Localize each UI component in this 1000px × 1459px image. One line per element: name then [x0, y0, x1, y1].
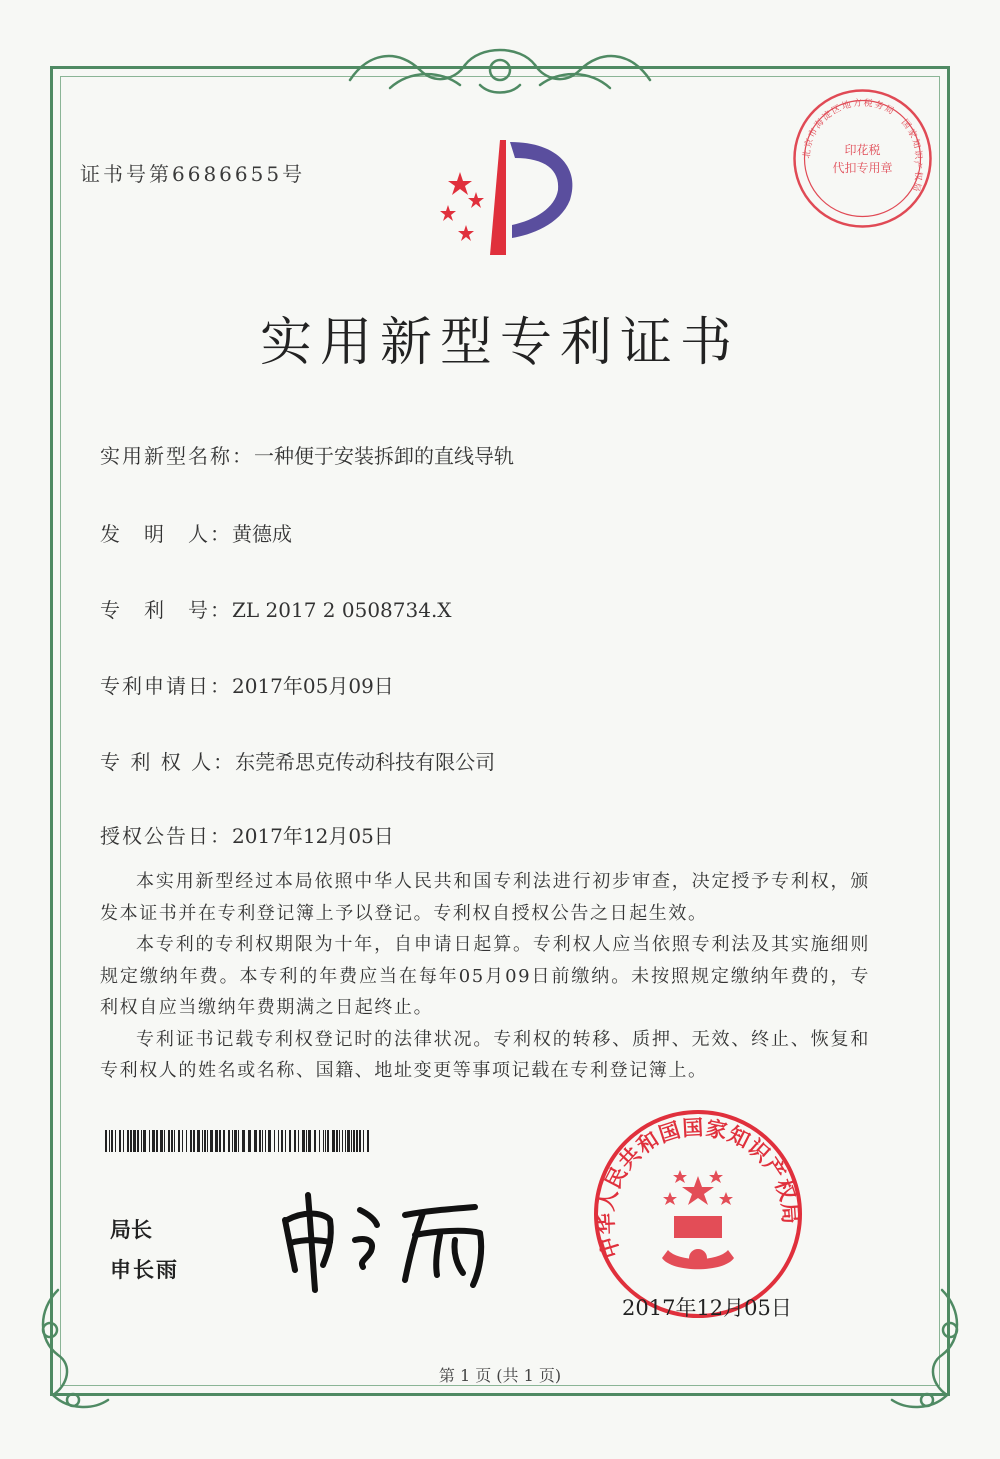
barcode-bar	[215, 1130, 218, 1152]
barcode-bar	[130, 1130, 132, 1152]
field-label: 发 明 人：	[100, 522, 232, 546]
barcode-bar	[109, 1130, 110, 1152]
barcode-bar	[137, 1130, 139, 1152]
barcode-bar	[342, 1130, 343, 1152]
barcode-bar	[363, 1130, 364, 1152]
field-label: 专 利 权 人：	[100, 750, 236, 774]
barcode-bar	[174, 1130, 175, 1152]
svg-text:中华人民共和国国家知识产权局: 中华人民共和国国家知识产权局	[593, 1115, 803, 1261]
barcode-bar	[327, 1130, 329, 1152]
barcode-bar	[289, 1130, 291, 1152]
barcode-bar	[306, 1130, 307, 1152]
field-label: 专利申请日：	[100, 674, 232, 698]
barcode-bar	[285, 1130, 286, 1152]
barcode-bar	[332, 1130, 335, 1152]
barcode-bar	[248, 1130, 251, 1152]
barcode-bar	[133, 1130, 136, 1152]
barcode-bar	[278, 1130, 279, 1152]
field-value: 东莞希思克传动科技有限公司	[235, 750, 496, 774]
tax-stamp-seal	[790, 86, 935, 231]
barcode-bar	[319, 1130, 320, 1152]
seal-date: 2017年12月05日	[622, 1296, 792, 1320]
barcode-bar	[308, 1130, 311, 1152]
field-application-date	[100, 670, 394, 699]
barcode-bar	[105, 1130, 107, 1152]
barcode-bar	[168, 1130, 170, 1152]
body-paragraph: 本实用新型经过本局依照中华人民共和国专利法进行初步审查，决定授予专利权，颁发本证书并在专利登记簿上予以登记。专利权自授权公告之日起生效。	[100, 871, 870, 924]
barcode-bar	[323, 1130, 324, 1152]
barcode-bar	[182, 1130, 183, 1152]
body-paragraph: 本专利的专利权期限为十年，自申请日起算。专利权人应当依照专利法及其实施细则规定缴纳年费。本专利的年费应当在每年05月09日前缴纳。未按照规定缴纳年费的，专利权自应当缴纳年费期满之日起终止。	[100, 934, 870, 1018]
barcode-bar	[164, 1130, 165, 1152]
field-value: 2017年05月09日	[232, 674, 394, 698]
field-patentee	[100, 746, 495, 775]
top-ornament	[330, 40, 670, 100]
barcode-bar	[152, 1130, 155, 1152]
patent-office-seal	[592, 1108, 804, 1320]
field-utility-model-name	[100, 440, 514, 469]
barcode-bar	[238, 1130, 239, 1152]
barcode-bar	[298, 1130, 299, 1152]
director-name: 申长雨	[110, 1258, 179, 1282]
director-signature-icon	[275, 1185, 505, 1295]
barcode-bar	[210, 1130, 213, 1152]
field-value: 2017年12月05日	[232, 824, 394, 848]
barcode-icon	[105, 1130, 370, 1152]
barcode-bar	[345, 1130, 346, 1152]
barcode-bar	[119, 1130, 121, 1152]
field-label: 专 利 号：	[100, 598, 232, 622]
barcode-bar	[268, 1130, 271, 1152]
barcode-bar	[242, 1130, 245, 1152]
barcode-bar	[265, 1130, 266, 1152]
barcode-bar	[367, 1130, 369, 1152]
barcode-bar	[207, 1130, 208, 1152]
field-patent-number	[100, 594, 452, 623]
barcode-bar	[178, 1130, 180, 1152]
barcode-bar	[141, 1130, 142, 1152]
body-paragraph: 专利证书记载专利权登记时的法律状况。专利权的转移、质押、无效、终止、恢复和专利权人的姓名或名称、国籍、地址变更等事项记载在专利登记簿上。	[100, 1028, 870, 1081]
barcode-bar	[232, 1130, 233, 1152]
svg-text:代扣专用章: 代扣专用章	[832, 161, 893, 175]
barcode-bar	[336, 1130, 338, 1152]
barcode-bar	[204, 1130, 206, 1152]
barcode-bar	[143, 1130, 146, 1152]
field-value: 黄德成	[232, 522, 292, 546]
barcode-bar	[274, 1130, 275, 1152]
barcode-bar	[228, 1130, 230, 1152]
certificate-body	[100, 866, 870, 1087]
barcode-bar	[259, 1130, 261, 1152]
field-label: 授权公告日：	[100, 824, 232, 848]
bottom-right-ornament	[882, 1280, 972, 1420]
barcode-bar	[359, 1130, 361, 1152]
barcode-bar	[190, 1130, 192, 1152]
barcode-bar	[294, 1130, 296, 1152]
barcode-bar	[262, 1130, 263, 1152]
barcode-bar	[302, 1130, 305, 1152]
barcode-bar	[219, 1130, 221, 1152]
director-title: 局长	[110, 1218, 152, 1242]
field-label: 实用新型名称：	[100, 444, 254, 468]
barcode-bar	[347, 1130, 350, 1152]
field-inventor	[100, 518, 292, 547]
certificate-number: 证书号第6686655号	[80, 162, 306, 186]
barcode-bar	[186, 1130, 187, 1152]
certificate-title: 实用新型专利证书	[259, 313, 740, 373]
field-value: ZL 2017 2 0508734.X	[232, 598, 452, 622]
barcode-bar	[156, 1130, 158, 1152]
barcode-bar	[115, 1130, 116, 1152]
bottom-left-ornament	[28, 1280, 118, 1420]
page-indicator: 第 1 页 (共 1 页)	[438, 1366, 562, 1385]
barcode-bar	[193, 1130, 195, 1152]
barcode-bar	[351, 1130, 352, 1152]
barcode-bar	[356, 1130, 358, 1152]
barcode-bar	[353, 1130, 355, 1152]
barcode-bar	[281, 1130, 283, 1152]
barcode-bar	[314, 1130, 316, 1152]
barcode-bar	[339, 1130, 340, 1152]
field-grant-date	[100, 820, 394, 849]
barcode-bar	[197, 1130, 200, 1152]
barcode-bar	[325, 1130, 326, 1152]
barcode-bar	[223, 1130, 225, 1152]
barcode-bar	[149, 1130, 150, 1152]
patent-office-emblem-icon	[420, 130, 590, 260]
barcode-bar	[127, 1130, 129, 1152]
svg-text:印花税: 印花税	[844, 143, 881, 157]
barcode-bar	[111, 1130, 113, 1152]
svg-text:北京市海淀区地方税务局 国家知识产权局: 北京市海淀区地方税务局 国家知识产权局	[802, 98, 923, 194]
barcode-bar	[160, 1130, 163, 1152]
barcode-bar	[254, 1130, 257, 1152]
barcode-bar	[123, 1130, 124, 1152]
field-value: 一种便于安装拆卸的直线导轨	[254, 444, 514, 468]
barcode-bar	[202, 1130, 203, 1152]
barcode-bar	[171, 1130, 173, 1152]
barcode-bar	[234, 1130, 237, 1152]
